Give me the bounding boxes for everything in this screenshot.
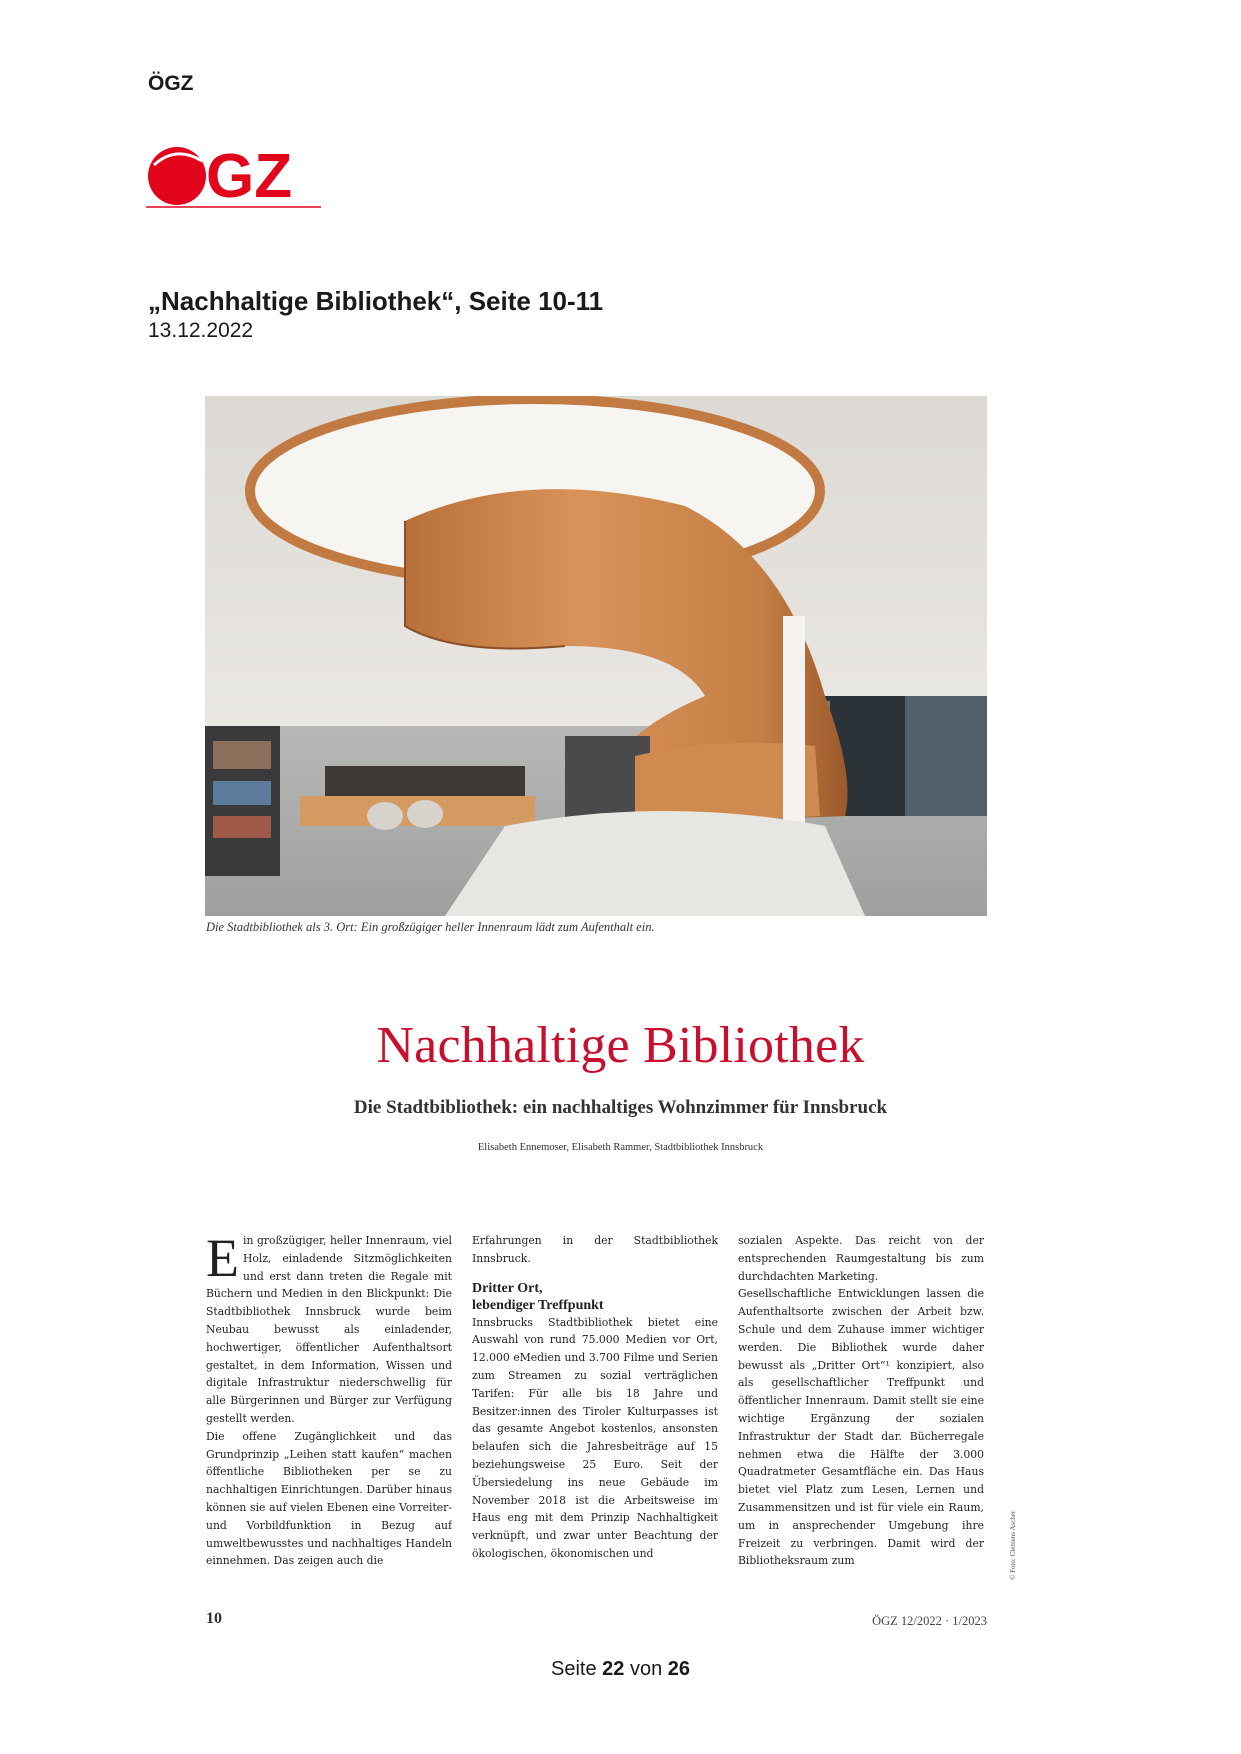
footer-prefix: Seite	[550, 1658, 597, 1680]
header-label: ÖGZ	[148, 72, 194, 95]
article-authors: Elisabeth Ennemoser, Elisabeth Rammer, Stadtbibliothek Innsbruck	[477, 1142, 764, 1153]
magazine-page-number: 10	[206, 1610, 222, 1627]
subheading-line-1: Dritter Ort,	[472, 1280, 543, 1296]
article-column-1	[206, 1232, 452, 1582]
footer-total-pages: 26	[667, 1658, 691, 1680]
photo-credit-text: © Foto: Clemens Ascher	[1009, 1510, 1017, 1580]
article-headline: Nachhaltige Bibliothek	[376, 1017, 865, 1074]
article-column-3	[738, 1232, 984, 1582]
article-column-2	[472, 1232, 718, 1582]
clipping-date: 13.12.2022	[148, 319, 254, 342]
photo-caption: Die Stadtbibliothek als 3. Ort: Ein großzügiger heller Innenraum lädt zum Aufenthalt ein.	[206, 920, 655, 934]
column-3-paragraph-1: sozialen Aspekte. Das reicht von der entsprechenden Raumgestaltung bis zum durchdachten Marketing.	[738, 1234, 984, 1283]
subheading-line-2: lebendiger Treffpunkt	[472, 1297, 604, 1313]
section-subheading	[472, 1280, 718, 1314]
svg-text:GZ: GZ	[206, 143, 293, 209]
column-2-paragraph-1: Erfahrungen in der Stadtbibliothek Innsbruck.	[472, 1234, 718, 1265]
drop-cap: E	[206, 1232, 239, 1288]
column-3-paragraph-2: Gesellschaftliche Entwicklungen lassen die Aufenthaltsorte zwischen der Arbeit bzw. Schule und dem Zuhause immer wichtiger werden. Die Bibliothek wurde daher bewusst als „Dritter Ort“¹ konzipiert, also als gesellschaftlicher Treffpunkt und öffentlicher Innenraum. Damit stellt sie eine wichtige Ergänzung der sozialen Infrastruktur der Stadt dar. Bücherregale nehmen etwa die Hälfte der 3.000 Quadratmeter Gesamtfläche ein. Das Haus bietet viel Platz zum Lesen, Lernen und Zusammensitzen und ist für viele ein Raum, um in ansprechender Umgebung ihre Freizeit zu verbringen. Damit wird der Bibliotheksraum zum	[738, 1287, 984, 1568]
clipping-title: „Nachhaltige Bibliothek“, Seite 10-11	[148, 286, 604, 316]
oegz-logo	[146, 143, 321, 209]
photo-credit	[1008, 1472, 1018, 1582]
column-1-paragraph-2: Die offene Zugänglichkeit und das Grundprinzip „Leihen statt kaufen“ machen öffentliche Bibliotheken per se zu nachhaltigen Einrichtungen. Darüber hinaus können sie auf vielen Ebenen eine Vorreiter- und Vorbildfunktion in Bezug auf umweltbewusstes und nachhaltiges Handeln einnehmen. Das zeigen auch die	[206, 1429, 452, 1568]
footer-middle: von	[629, 1658, 663, 1680]
column-1-paragraph-1: in großzügiger, heller Innenraum, viel Holz, einladende Sitzmöglichkeiten und erst dann treten die Regale mit Büchern und Medien in den Blickpunkt: Die Stadtbibliothek Innsbruck wurde beim Neubau bewusst als einladender, hochwertiger, öffentlicher Aufenthaltsort gestaltet, in dem Information, Wissen und digitale Infrastruktur niederschwellig für alle Bürgerinnen und Bürger zur Verfügung gestellt werden.	[206, 1234, 452, 1425]
library-interior-photo	[205, 396, 987, 916]
page-footer	[0, 1658, 1241, 1681]
column-2-paragraph-2: Innsbrucks Stadtbibliothek bietet eine Auswahl von rund 75.000 Medien vor Ort, 12.000 eMedien und 3.700 Filme und Serien zum Streamen zu sozial verträglichen Tarifen: Für alle bis 18 Jahre und Besitzer:innen des Tiroler Kulturpasses ist das gesamte Angebot kostenlos, ansonsten belaufen sich die Jahresbeiträge auf 15 beziehungsweise 25 Euro. Seit der Übersiedelung ins neue Gebäude im November 2018 ist die Arbeitsweise im Haus eng mit dem Prinzip Nachhaltigkeit verknüpft, und zwar unter Beachtung der ökologischen, ökonomischen und	[472, 1315, 718, 1560]
footer-current-page: 22	[602, 1658, 625, 1680]
magazine-issue: ÖGZ 12/2022 · 1/2023	[872, 1614, 987, 1628]
article-subheadline: Die Stadtbibliothek: ein nachhaltiges Wohnzimmer für Innsbruck	[353, 1097, 888, 1118]
